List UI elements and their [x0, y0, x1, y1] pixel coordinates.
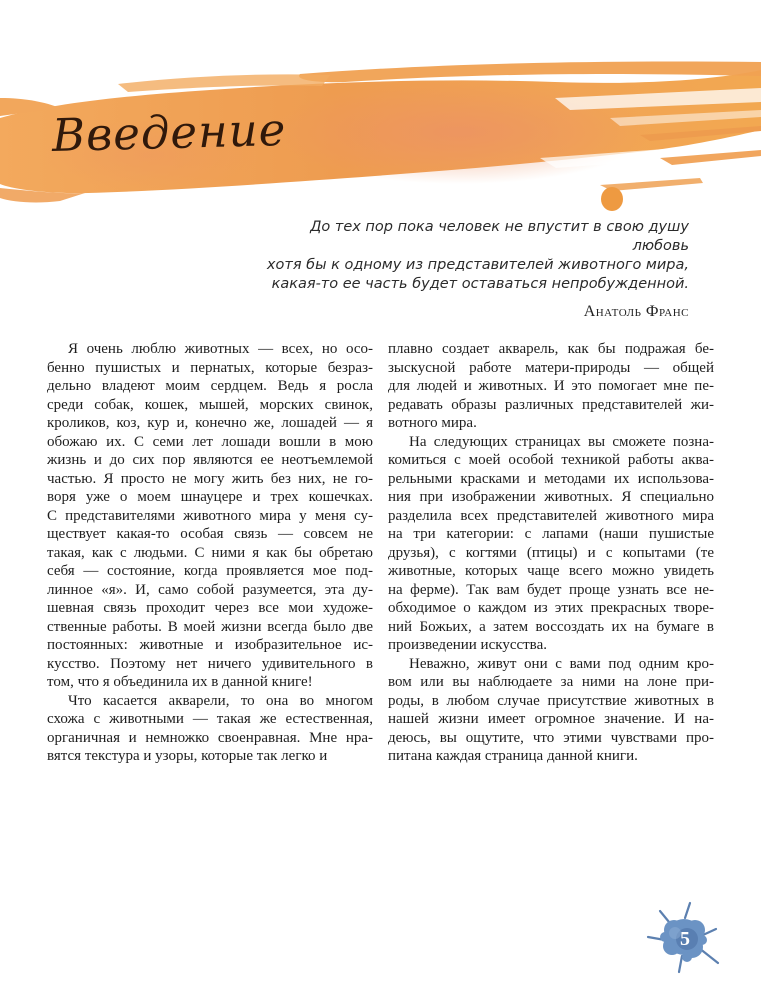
- text-line: ществует какая-то особая связь — совсем не: [47, 526, 373, 542]
- ink-splat-icon: [645, 896, 729, 984]
- text-line: зыскусной работе матери-природы — общей: [388, 359, 714, 376]
- text-column-left: [47, 340, 373, 766]
- text-line: линное «я». И, само собой разумеется, эта ду-: [47, 581, 373, 598]
- epigraph-lines: [259, 218, 689, 294]
- text-line: вотного мира.: [388, 415, 477, 431]
- text-line: деюсь, вы ощутите, что этими чувствами про-: [388, 729, 714, 746]
- text-line: питана каждая страница данной книги.: [388, 748, 638, 764]
- text-line: нашей жизни имеет огромное значение. И на-: [388, 711, 714, 727]
- text-line: кусство. Поэтому нет ничего удивительного в: [47, 655, 373, 672]
- text-line: такая, как с людьми. С ними я как бы обретаю: [47, 544, 373, 561]
- text-line: животные, которых чаще всего можно увидеть: [388, 563, 714, 579]
- text-line: На следующих страницах вы сможете позна-: [409, 433, 714, 450]
- text-line: друзья), с когтями (птицы) и с копытами (те: [388, 544, 714, 561]
- text-line: произведении искусства.: [388, 637, 547, 653]
- text-line: на ферме). Так вам будет проще узнать все не-: [388, 581, 714, 598]
- epigraph-line: какая-то ее часть будет оставаться непробужденной.: [271, 276, 689, 292]
- page-number-splat: [645, 896, 729, 984]
- epigraph-line: хотя бы к одному из представителей животного мира,: [266, 257, 689, 273]
- text-line: обожаю их. С семи лет лошади вошли в мою: [47, 433, 373, 450]
- text-line: дельно владеют моим сердцем. Ведь я росла: [47, 378, 373, 394]
- text-line: частью. Я просто не могу жить без них, не го-: [47, 470, 373, 487]
- text-line: схожа с животными — такая же естественная,: [47, 711, 373, 727]
- text-line: среди собак, кошек, мышей, морских свинок,: [47, 396, 373, 413]
- text-line: органичная и немножко своенравная. Мне нра-: [47, 729, 373, 746]
- text-line: бенно пушистых и пернатых, которые безраз-: [47, 359, 373, 376]
- epigraph-line: До тех пор пока человек не впустит в свою душу любовь: [310, 219, 689, 254]
- text-line: рельными красками и методами их использова-: [388, 470, 714, 487]
- text-line: Я очень люблю животных — всех, но осо-: [68, 341, 373, 357]
- epigraph: [259, 218, 689, 321]
- text-line: разделила всех представителей животного мира: [388, 507, 714, 524]
- text-line: вом или вы наблюдаете за ними на лоне при-: [388, 674, 714, 690]
- text-line: постоянных: животные и изобразительное ис-: [47, 637, 373, 653]
- page-number: 5: [680, 928, 690, 950]
- text-line: кроликов, коз, кур и, конечно же, лошадей — я: [47, 415, 373, 431]
- epigraph-author: Анатоль Франс: [583, 303, 689, 320]
- page-title: Введение: [51, 102, 287, 163]
- text-line: ний Божьих, а затем воссоздать их на бумаге в: [388, 618, 714, 635]
- text-line: том, что я объединила их в данной книге!: [47, 674, 313, 690]
- text-line: жизнь и до сих пор являются ее неотъемлемой: [47, 452, 373, 468]
- text-line: редавать образы различных представителей жи-: [388, 396, 714, 413]
- text-line: плавно создает акварель, как бы подражая бе-: [388, 341, 714, 357]
- text-line: обходимое о каждом из этих прекрасных творе-: [388, 600, 714, 616]
- brush-wet-patch: [270, 80, 650, 184]
- text-column-right: [388, 340, 714, 766]
- text-line: шевная связь проходит через все мои художе-: [47, 600, 373, 616]
- text-line: вятся текстура и узоры, которые так легко и: [47, 748, 328, 764]
- text-line: Что касается акварели, то она во многом: [68, 692, 373, 709]
- text-line: роды, в любом случае присутствие животных в: [388, 692, 714, 709]
- text-line: для людей и животных. И это помогает мне пе-: [388, 378, 714, 394]
- text-line: на три категории: с лапами (наши пушистые: [388, 526, 714, 542]
- text-line: себя — состояние, когда проявляется мое под-: [47, 563, 373, 579]
- text-line: комиться с моей особой техникой работы аква-: [388, 452, 714, 468]
- text-line: Неважно, живут они с вами под одним кро-: [409, 655, 714, 672]
- brush-streak-top: [299, 62, 761, 83]
- body-text: [47, 340, 714, 766]
- text-line: ственные работы. В моей жизни всегда было две: [47, 618, 373, 635]
- text-line: С представителями животного мира у меня су-: [47, 507, 373, 524]
- text-line: воря уже о моем шнауцере и трех кошечках.: [47, 489, 373, 505]
- paint-droplet: [601, 187, 623, 211]
- text-line: ния при изображении животных. Я специально: [388, 489, 714, 505]
